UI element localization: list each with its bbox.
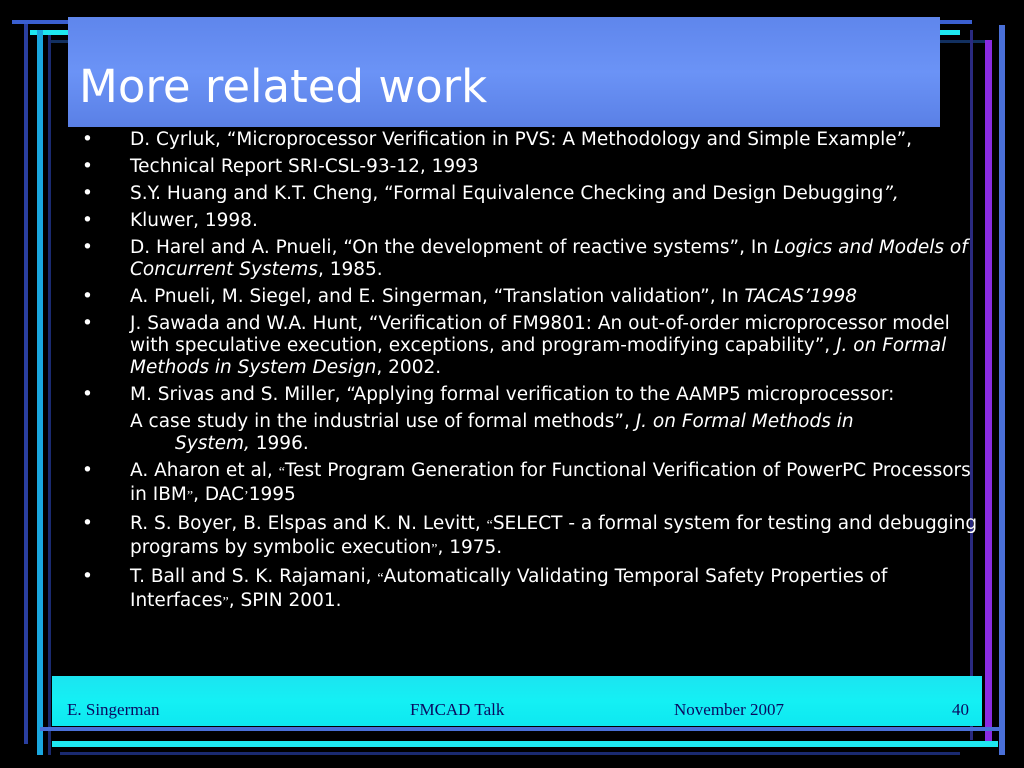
reference-venue: , DAC [193,484,245,505]
footer-page-number: 40 [952,700,969,719]
footer-event: FMCAD Talk [410,700,505,719]
bullet: • [82,384,93,405]
quote-mark: ” [222,595,229,610]
reference-text: M. Srivas and S. Miller, “Applying formal verification to the AAMP5 microprocessor: [130,384,895,405]
list-item [78,286,978,308]
slide-title: More related work [79,60,488,113]
quote-mark: ’ [244,489,249,504]
bullet: • [82,313,93,334]
quote-mark: “ [486,518,493,533]
reference-text: S.Y. Huang and K.T. Cheng, “Formal Equivalence Checking and Design Debugging [130,183,884,204]
reference-year: , SPIN 2001. [228,590,342,611]
list-item [78,156,978,178]
list-item [78,384,978,406]
list-item [78,313,978,379]
bullet: • [82,210,93,231]
frame-line-bottom-dark [60,752,960,755]
quote-mark: “ [377,571,384,586]
list-item [78,210,978,232]
reference-title: Automatically Validating Temporal Safety Properties of Interfaces [130,566,888,611]
frame-line-left-cyan [37,30,43,755]
reference-text: J. Sawada and W.A. Hunt, “Verification of FM9801: An out-of-order microprocessor model with speculative execution, exceptions, and program-modifying capability”, [130,313,950,356]
bullet: • [82,286,93,307]
reference-text: Kluwer, 1998. [130,210,258,231]
reference-year: 1995 [248,484,296,505]
list-item [78,460,978,508]
reference-text: R. S. Boyer, B. Elspas and K. N. Levitt, [130,513,487,534]
frame-line-right-purple [985,40,992,745]
bullet: • [82,566,93,587]
bullet: • [82,513,93,534]
frame-line-bottom-blue [40,727,1000,731]
quote-mark: ” [431,542,438,557]
reference-text-italic: ”, [883,183,899,204]
reference-venue-cont: System, [175,433,250,454]
footer-date: November 2007 [674,700,785,719]
list-item-continuation [78,411,978,455]
reference-venue: J. on Formal Methods in System Design [130,335,947,378]
reference-venue: Logics and Models of Concurrent Systems [130,237,968,280]
reference-text: Technical Report SRI-CSL-93-12, 1993 [130,156,479,177]
reference-year: , 1975. [437,537,503,558]
reference-year: 1996. [249,433,309,454]
reference-text: A. Aharon et al, [130,460,279,481]
list-item [78,513,978,561]
bullet: • [82,460,93,481]
frame-line-left-dark [48,35,51,755]
bullet: • [82,183,93,204]
reference-list [78,129,978,619]
bullet: • [82,156,93,177]
quote-mark: “ [278,465,285,480]
footer-bar [52,676,982,726]
reference-text: D. Cyrluk, “Microprocessor Verification in PVS: A Methodology and Simple Example”, [130,129,913,150]
quote-mark: ” [186,489,194,504]
reference-text: T. Ball and S. K. Rajamani, [130,566,378,587]
reference-text: D. Harel and A. Pnueli, “On the development of reactive systems”, In [130,237,774,258]
reference-venue: TACAS’1998 [744,286,858,307]
reference-year: , 2002. [376,357,442,378]
reference-title: SELECT - a formal system for testing and debugging programs by symbolic execution [130,513,978,558]
bullet: • [82,129,93,150]
reference-title: Test Program Generation for Functional Verification of PowerPC Processors in IBM [130,460,971,505]
reference-text: A. Pnueli, M. Siegel, and E. Singerman, “Translation validation”, In [130,286,745,307]
frame-line-bottom-cyan [52,741,998,747]
reference-year: , 1985. [317,259,383,280]
list-item [78,183,978,205]
bullet: • [82,237,93,258]
frame-line-right-blue [999,25,1005,755]
list-item [78,237,978,281]
list-item [78,129,978,151]
frame-line-left-blue [24,24,28,744]
list-item [78,566,978,614]
reference-text: A case study in the industrial use of formal methods”, [130,411,636,432]
reference-venue: J. on Formal Methods in [635,411,854,432]
footer-author: E. Singerman [67,700,160,719]
